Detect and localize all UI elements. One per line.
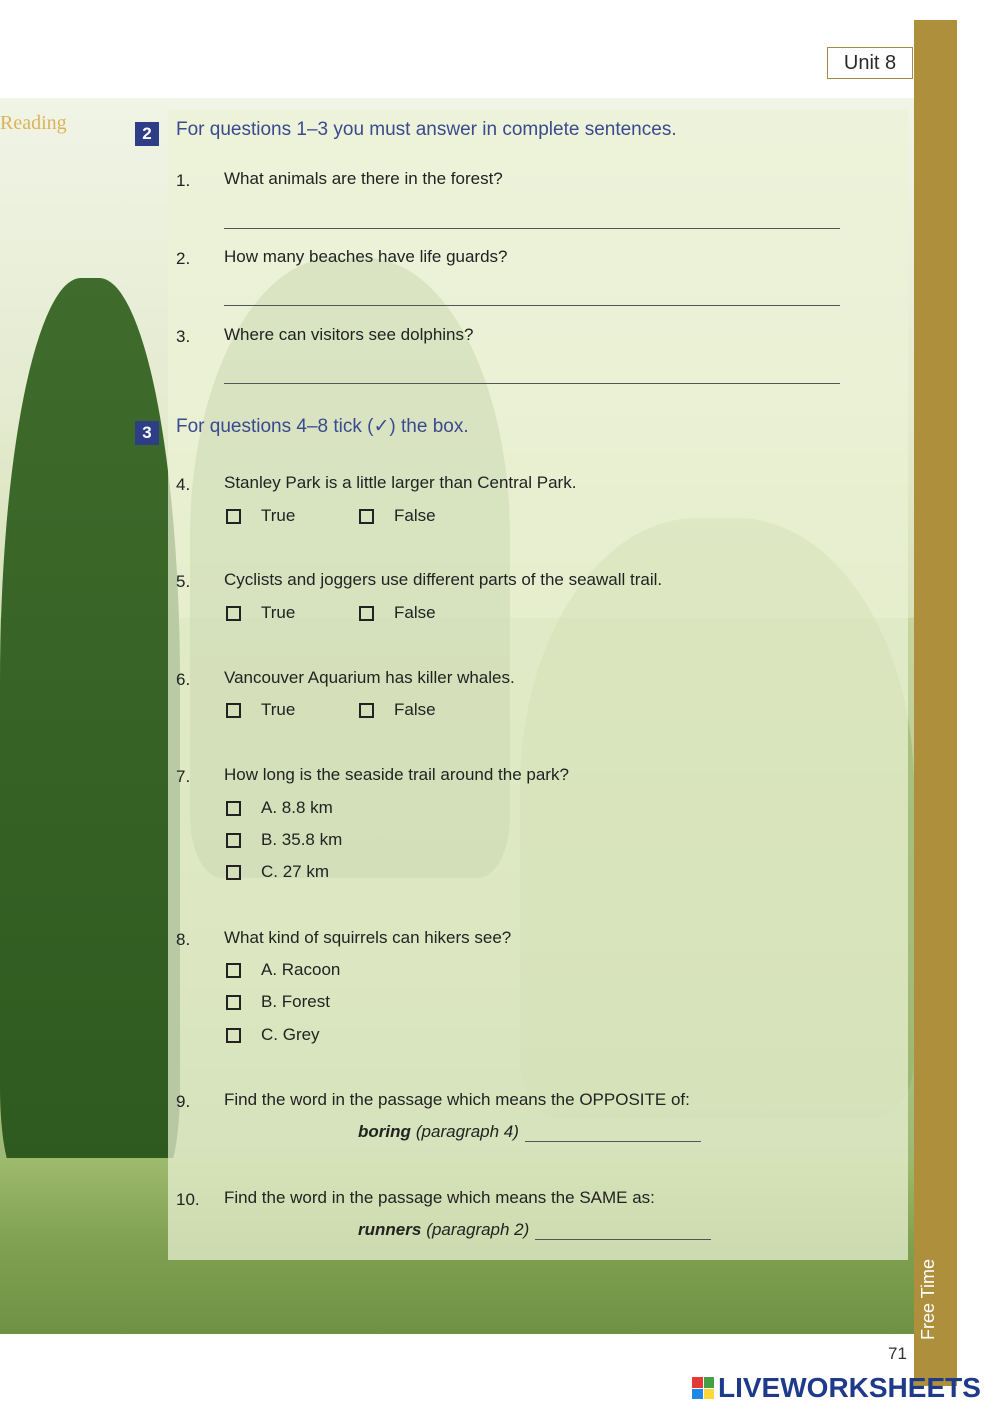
checkbox[interactable]	[226, 606, 241, 621]
checkbox[interactable]	[359, 509, 374, 524]
checkbox[interactable]	[226, 509, 241, 524]
question-text: Find the word in the passage which means the OPPOSITE of:	[224, 1090, 690, 1109]
option-true[interactable]: True	[226, 506, 295, 526]
checkbox[interactable]	[226, 801, 241, 816]
target-word: runners	[358, 1220, 422, 1239]
question-text: How long is the seaside trail around the park?	[224, 765, 569, 784]
option-c[interactable]: C. 27 km	[226, 862, 329, 882]
section-label: Reading	[0, 112, 67, 134]
section-2-instruction: For questions 1–3 you must answer in complete sentences.	[176, 119, 677, 140]
answer-line-2[interactable]	[224, 305, 840, 306]
chapter-sidebar	[914, 20, 957, 1386]
checkbox[interactable]	[226, 1028, 241, 1043]
section-3-instruction: For questions 4–8 tick (✓) the box.	[176, 416, 469, 437]
question-text: What kind of squirrels can hikers see?	[224, 928, 512, 947]
fill-in-row	[358, 1122, 701, 1142]
checkbox[interactable]	[226, 703, 241, 718]
checkbox[interactable]	[359, 606, 374, 621]
option-true[interactable]: True	[226, 700, 295, 720]
checkbox[interactable]	[226, 833, 241, 848]
brand-name: LIVEWORKSHEETS	[718, 1372, 981, 1403]
option-b[interactable]: B. 35.8 km	[226, 830, 342, 850]
option-false[interactable]: False	[359, 700, 436, 720]
question-number: 2.	[176, 249, 191, 268]
question-text: Vancouver Aquarium has killer whales.	[224, 668, 515, 687]
answer-line-1[interactable]	[224, 228, 840, 229]
option-b[interactable]: B. Forest	[226, 992, 330, 1012]
option-a[interactable]: A. Racoon	[226, 960, 340, 980]
option-false[interactable]: False	[359, 506, 436, 526]
paragraph-ref: (paragraph 4)	[415, 1122, 519, 1141]
checkbox[interactable]	[226, 963, 241, 978]
fill-in-row	[358, 1220, 711, 1240]
target-word: boring	[358, 1122, 411, 1141]
option-false[interactable]: False	[359, 603, 436, 623]
question-number: 4.	[176, 475, 191, 494]
page-number: 71	[888, 1344, 907, 1363]
sidebar-chapter-label: Free Time	[918, 1258, 938, 1340]
checkbox[interactable]	[226, 865, 241, 880]
liveworksheets-logo-icon	[692, 1377, 714, 1399]
question-number: 8.	[176, 930, 191, 949]
question-number: 9.	[176, 1092, 191, 1111]
checkbox[interactable]	[359, 703, 374, 718]
tree-left	[0, 278, 180, 1178]
answer-line-3[interactable]	[224, 383, 840, 384]
option-c[interactable]: C. Grey	[226, 1025, 320, 1045]
section-2-badge: 2	[135, 122, 159, 146]
question-text: What animals are there in the forest?	[224, 169, 503, 188]
question-text: Find the word in the passage which means the SAME as:	[224, 1188, 655, 1207]
question-number: 7.	[176, 767, 191, 786]
option-true[interactable]: True	[226, 603, 295, 623]
question-number: 1.	[176, 171, 191, 190]
liveworksheets-brand	[692, 1372, 981, 1404]
section-3-badge: 3	[135, 421, 159, 445]
paragraph-ref: (paragraph 2)	[426, 1220, 530, 1239]
question-number: 3.	[176, 327, 191, 346]
answer-blank-10[interactable]	[535, 1225, 711, 1240]
unit-label: Unit 8	[827, 47, 913, 79]
answer-blank-9[interactable]	[525, 1127, 701, 1142]
question-text: Where can visitors see dolphins?	[224, 325, 474, 344]
question-text: Cyclists and joggers use different parts of the seawall trail.	[224, 570, 663, 589]
checkbox[interactable]	[226, 995, 241, 1010]
question-number: 10.	[176, 1190, 200, 1209]
question-number: 6.	[176, 670, 191, 689]
question-text: How many beaches have life guards?	[224, 247, 508, 266]
option-a[interactable]: A. 8.8 km	[226, 798, 333, 818]
question-number: 5.	[176, 572, 191, 591]
question-text: Stanley Park is a little larger than Central Park.	[224, 473, 577, 492]
